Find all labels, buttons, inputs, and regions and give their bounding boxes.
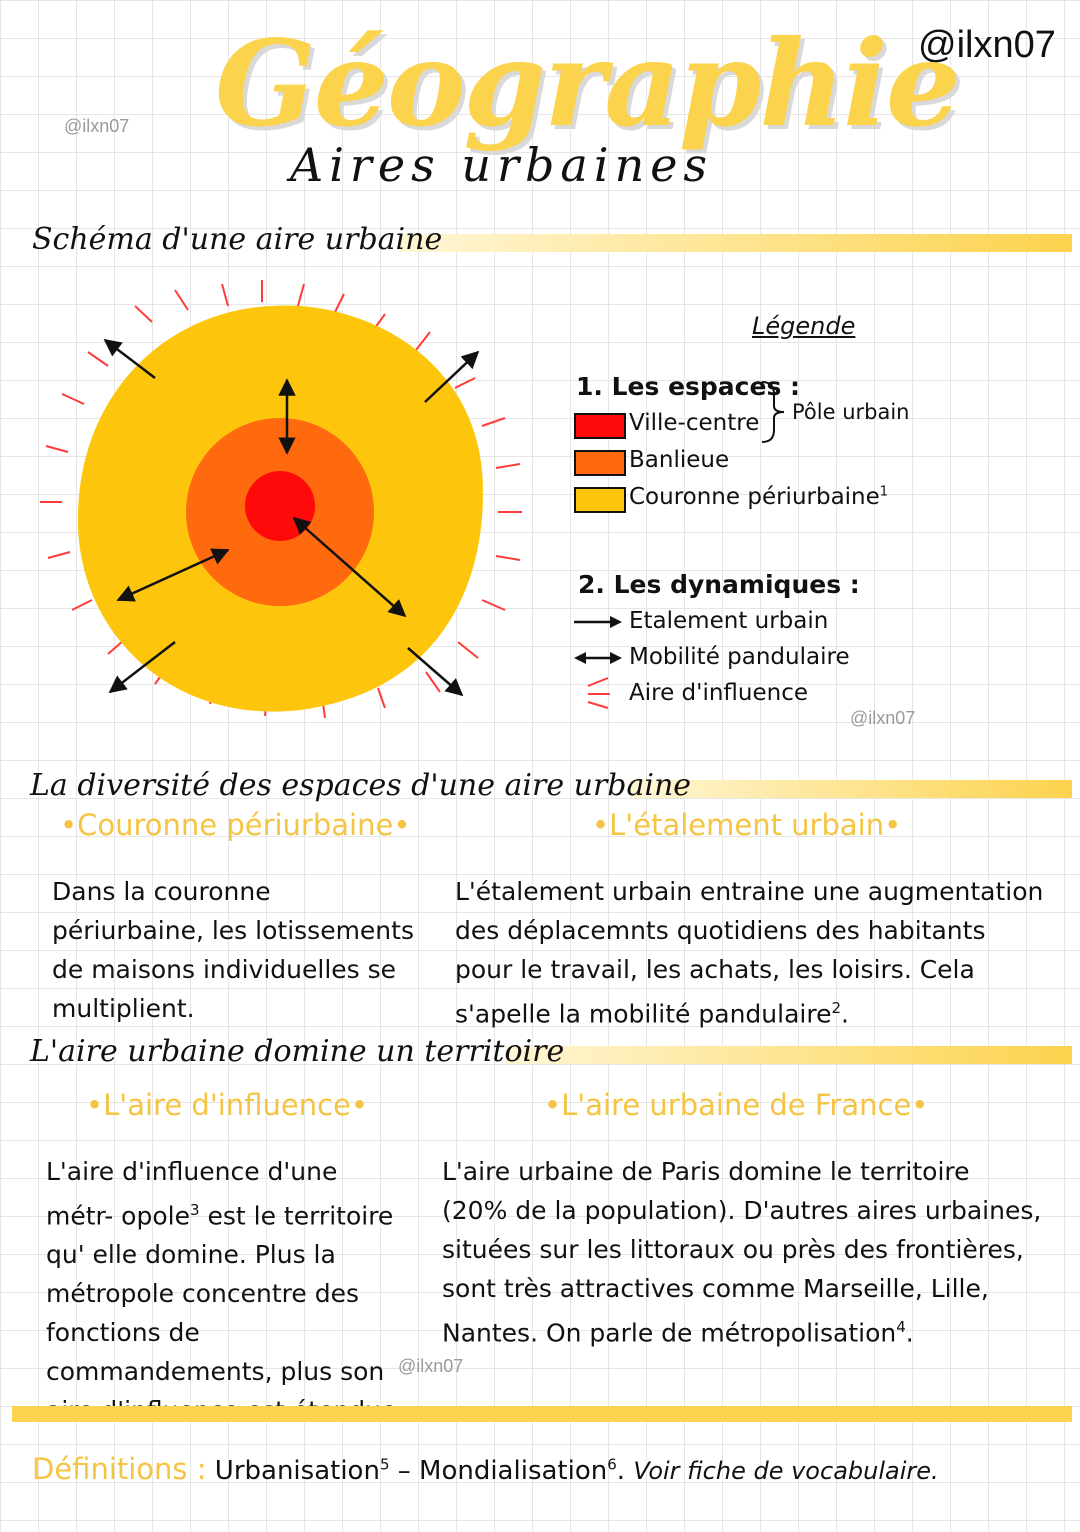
term-mondialisation: Mondialisation — [419, 1456, 608, 1486]
paragraph-etalement: L'étalement urbain entraine une augmentation des déplacemnts quotidiens des habitants pour le travail, les achats, les loisirs. Cela s'apelle la mobilité pandulaire$^2$. — [455, 877, 1044, 1029]
subheading-aire-influence: •L'aire d'influence• — [86, 1088, 368, 1122]
handle-legend: @ilxn07 — [850, 708, 916, 728]
page-title: Géographie — [215, 14, 959, 153]
section-heading-schema: Schéma d'une aire urbaine — [32, 222, 443, 257]
swatch-couronne — [574, 487, 626, 513]
vocabulary-note: Voir fiche de vocabulaire. — [633, 1457, 939, 1485]
double-arrow-icon — [572, 648, 624, 668]
swatch-ville-centre — [574, 413, 626, 439]
urban-area-diagram — [0, 270, 560, 760]
definitions-line: Définitions : Urbanisation$^5$ – Mondialisation$^6$. Voir fiche de vocabulaire. — [32, 1452, 939, 1486]
paragraph-aire-influence: L'aire d'influence d'une métr- opole$^3$ est le territoire qu' elle domine. Plus la métropole concentre des fonctions de commandements, plus son — [46, 1157, 394, 1387]
legend-title: Légende — [752, 312, 856, 340]
legend-ville-centre: Ville-centre — [629, 410, 760, 436]
heading-underline-bar — [630, 780, 1072, 798]
ville-centre-core — [245, 471, 315, 541]
legend-pole-urbain: Pôle urbain — [792, 400, 910, 424]
legend-aire-influence: Aire d'influence — [629, 680, 809, 706]
influence-lines-icon — [584, 676, 614, 710]
arrow-right-icon — [572, 612, 624, 632]
legend-mobilite: Mobilité pandulaire — [629, 644, 850, 670]
section-heading-territoire: L'aire urbaine domine un territoire — [30, 1034, 565, 1069]
handle-bottom: @ilxn07 — [398, 1356, 464, 1376]
legend-espaces-heading: 1. Les espaces : — [576, 372, 801, 401]
term-urbanisation: Urbanisation — [214, 1456, 380, 1486]
swatch-banlieue — [574, 450, 626, 476]
paragraph-aire-france: L'aire urbaine de Paris domine le territoire (20% de la population). D'autres aires urbaines, situées sur les littoraux ou près des frontières, sont très attractives comme Marseille, Lille, Nantes. On parle de métropolisation$^4$. — [442, 1157, 1042, 1348]
page-subtitle: Aires urbaines — [290, 138, 714, 192]
handle-top-left: @ilxn07 — [64, 116, 130, 136]
footer-divider — [12, 1406, 1072, 1422]
definitions-label: Définitions : — [32, 1452, 207, 1486]
subheading-couronne: •Couronne périurbaine• — [60, 808, 411, 842]
subheading-aire-france: •L'aire urbaine de France• — [544, 1088, 929, 1122]
paragraph-couronne: Dans la couronne périurbaine, les lotissements de maisons individuelles se multiplient. — [52, 877, 414, 1023]
legend-etalement: Etalement urbain — [629, 608, 829, 634]
heading-underline-bar — [505, 1046, 1072, 1064]
legend-dynamiques-heading: 2. Les dynamiques : — [578, 570, 860, 599]
section-heading-diversite: La diversité des espaces d'une aire urbaine — [30, 768, 692, 803]
legend-banlieue: Banlieue — [629, 447, 730, 473]
brace-icon — [758, 378, 790, 446]
handle-top-right: @ilxn07 — [918, 24, 1056, 66]
legend-couronne: Couronne périurbaine$^1$ — [629, 484, 889, 510]
heading-underline-bar — [400, 234, 1072, 252]
subheading-etalement: •L'étalement urbain• — [592, 808, 902, 842]
